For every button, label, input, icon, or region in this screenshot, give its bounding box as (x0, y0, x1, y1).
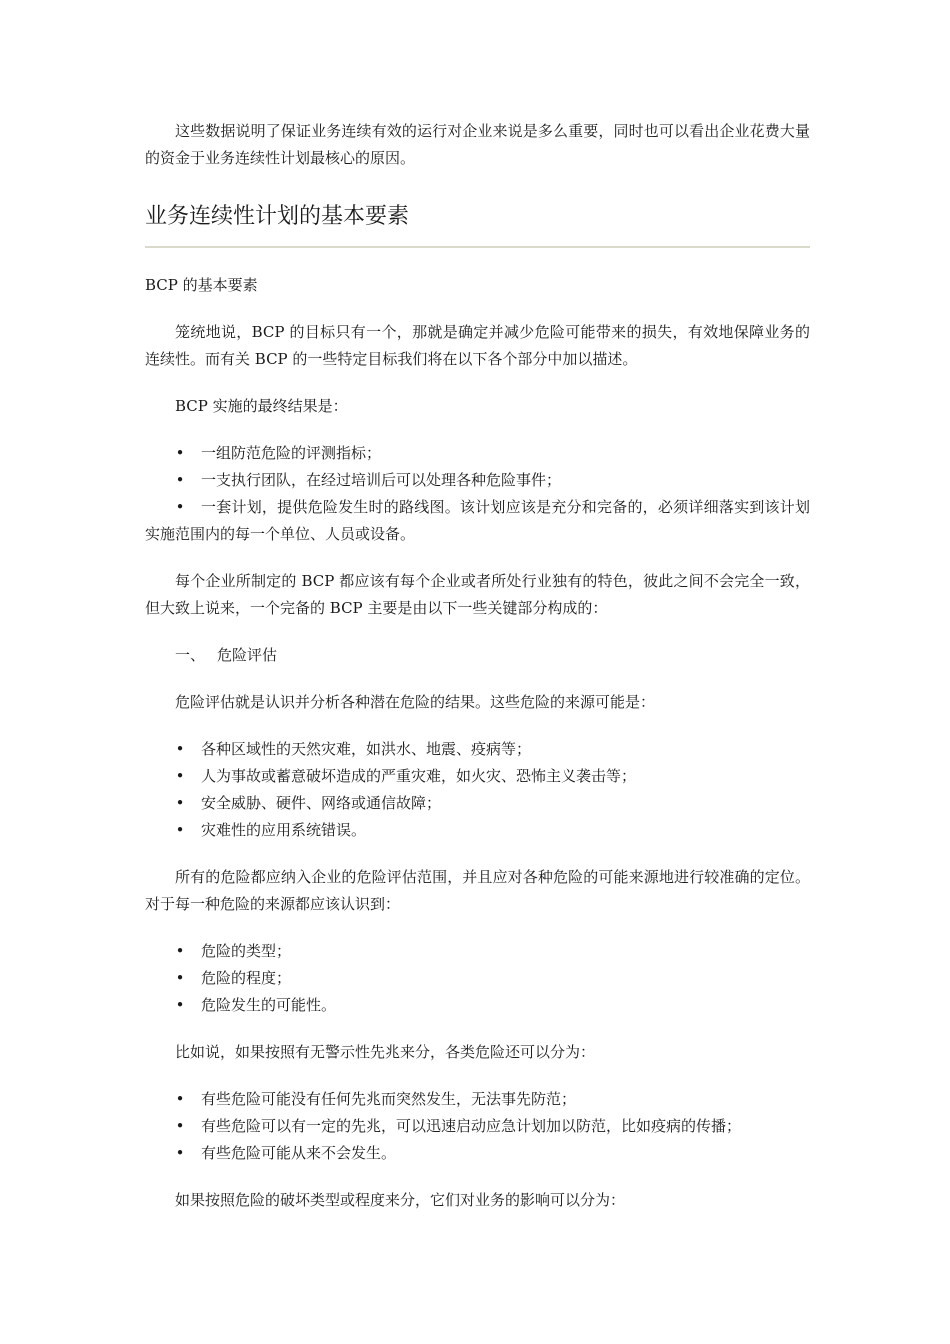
list-item: • 各种区域性的天然灾难，如洪水、地震、疫病等； (145, 736, 810, 763)
list-item: • 有些危险可以有一定的先兆，可以迅速启动应急计划加以防范，比如疫病的传播； (145, 1113, 810, 1140)
bullet-icon: • (175, 471, 185, 489)
risk-definition: 危险评估就是认识并分析各种潜在危险的结果。这些危险的来源可能是： (175, 693, 656, 711)
document-page (145, 118, 810, 1214)
risk-aspects-list (145, 938, 810, 1019)
bullet-icon: • (175, 996, 185, 1014)
result-list (145, 440, 810, 548)
bullet-icon: • (175, 794, 185, 812)
part-one-label: 危险评估 (217, 646, 278, 664)
bullet-icon: • (175, 444, 185, 462)
subheading: BCP 的基本要素 (145, 276, 258, 294)
bullet-icon: • (175, 740, 185, 758)
intro-paragraph: 这些数据说明了保证业务连续有效的运行对企业来说是多么重要，同时也可以看出企业花费大量的资金于业务连续性计划最核心的原因。 (145, 122, 810, 167)
part-one-heading (145, 642, 810, 669)
components-paragraph: 每个企业所制定的 BCP 都应该有每个企业或者所处行业独有的特色，彼此之间不会完全一致，但大致上说来，一个完备的 BCP 主要是由以下一些关键部分构成的： (145, 572, 810, 617)
bullet-icon: • (175, 942, 185, 960)
goal-paragraph: 笼统地说，BCP 的目标只有一个，那就是确定并减少危险可能带来的损失，有效地保障业务的连续性。而有关 BCP 的一些特定目标我们将在以下各个部分中加以描述。 (145, 323, 810, 368)
list-item: • 灾难性的应用系统错误。 (145, 817, 810, 844)
list-item: • 有些危险可能从来不会发生。 (145, 1140, 810, 1167)
part-one-number: 一、 (175, 646, 206, 664)
bullet-icon: • (175, 1144, 185, 1162)
list-item: • 一套计划，提供危险发生时的路线图。该计划应该是充分和完备的，必须详细落实到该计划实施范围内的每一个单位、人员或设备。 (145, 494, 810, 548)
list-item: • 危险的程度； (145, 965, 810, 992)
damage-paragraph: 如果按照危险的破坏类型或程度来分，它们对业务的影响可以分为： (175, 1191, 626, 1209)
section-divider (145, 246, 810, 248)
scope-paragraph: 所有的危险都应纳入企业的危险评估范围，并且应对各种危险的可能来源地进行较准确的定位。对于每一种危险的来源都应该认识到： (145, 868, 810, 913)
bullet-icon: • (175, 1090, 185, 1108)
bullet-icon: • (175, 498, 185, 516)
bullet-icon: • (175, 969, 185, 987)
list-item: • 一支执行团队，在经过培训后可以处理各种危险事件； (145, 467, 810, 494)
list-item: • 安全威胁、硬件、网络或通信故障； (145, 790, 810, 817)
warning-paragraph: 比如说，如果按照有无警示性先兆来分，各类危险还可以分为： (175, 1043, 596, 1061)
list-item: • 危险的类型； (145, 938, 810, 965)
bullet-icon: • (175, 821, 185, 839)
list-item: • 一组防范危险的评测指标； (145, 440, 810, 467)
result-intro: BCP 实施的最终结果是： (175, 397, 348, 415)
list-item: • 危险发生的可能性。 (145, 992, 810, 1019)
bullet-icon: • (175, 767, 185, 785)
bullet-icon: • (175, 1117, 185, 1135)
list-item: • 有些危险可能没有任何先兆而突然发生，无法事先防范； (145, 1086, 810, 1113)
section-title: 业务连续性计划的基本要素 (145, 204, 410, 229)
list-item: • 人为事故或蓄意破坏造成的严重灾难，如火灾、恐怖主义袭击等； (145, 763, 810, 790)
warning-types-list (145, 1086, 810, 1167)
risk-sources-list (145, 736, 810, 844)
